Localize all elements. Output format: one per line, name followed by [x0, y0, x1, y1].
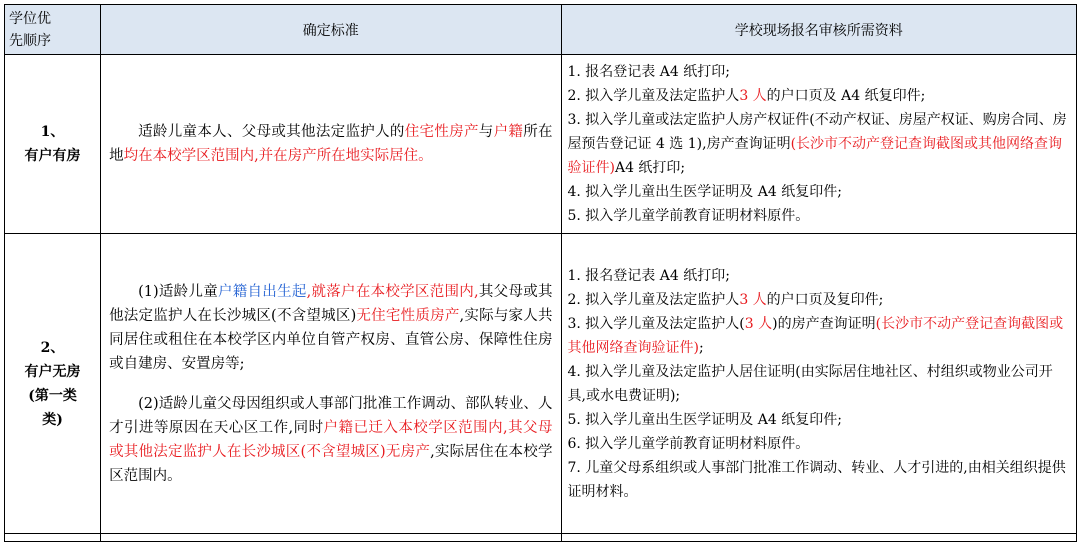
item-highlight: (长沙市不动产登记查询截图或其他网络查询验证件)	[567, 315, 1064, 356]
list-item	[568, 84, 1071, 108]
table-row	[5, 234, 1077, 534]
row2-criteria-text: ,实际与家人共同居住或租住在本校学区内单位自管产权房、直管公房、保障性住房或自建房、安置房等;	[109, 307, 553, 372]
list-item: 4. 拟入学儿童及法定监护人居住证明(由实际居住地社区、村组织或物业公司开具,或水电费证明);	[567, 363, 1053, 404]
empty-cell	[101, 534, 561, 542]
row1-number: 1、	[40, 124, 65, 140]
row1-criteria-highlight: 均在本校学区范围内,并在房产所在地实际居住。	[123, 148, 433, 164]
table-row	[5, 55, 1077, 234]
row1-category	[5, 55, 101, 234]
empty-cell	[561, 534, 1077, 542]
table-header-row	[5, 5, 1077, 55]
row2-category	[5, 234, 101, 534]
item-highlight: (长沙市不动产登记查询截图或其他网络查询验证件)	[567, 136, 1063, 176]
list-item: 1. 报名登记表 A4 纸打印;	[567, 64, 730, 80]
list-item	[568, 288, 1071, 312]
list-item: 1. 报名登记表 A4 纸打印;	[567, 267, 730, 284]
item-text: )的房产查询证明	[772, 315, 876, 332]
row1-materials	[561, 55, 1077, 234]
row1-category-label: 有户有房	[24, 148, 81, 164]
list-item	[568, 312, 1071, 360]
list-item: 5. 拟入学儿童出生医学证明及 A4 纸复印件;	[567, 411, 842, 428]
row2-category-label: (第一类	[28, 387, 77, 404]
row2-criteria-highlight: ,就落户在本校学区范围内,	[306, 283, 479, 300]
admission-table	[4, 4, 1077, 542]
header-rank-line1: 学位优	[9, 10, 51, 27]
item-text: A4 纸打印;	[614, 160, 686, 176]
row1-criteria-text: 适龄儿童本人、父母或其他法定监护人的	[138, 124, 405, 140]
row1-criteria-text: 所在地	[109, 124, 553, 164]
row1-criteria-text: 与	[478, 124, 494, 140]
item-text: 3. 拟入学儿童或法定监护人房产权证件(不动产权证、房屋产权证、购房合同、房屋预告登记证 4 选 1),房产查询证明	[567, 112, 1067, 152]
item-highlight: 3 人	[739, 88, 767, 104]
item-text: ;	[698, 339, 704, 356]
item-text: 2. 拟入学儿童及法定监护人	[567, 88, 740, 104]
header-rank-line2: 先顺序	[9, 32, 51, 49]
item-text: 2. 拟入学儿童及法定监护人	[567, 291, 740, 308]
header-criteria: 确定标准	[101, 5, 561, 55]
header-materials: 学校现场报名审核所需资料	[561, 5, 1077, 55]
list-item: 4. 拟入学儿童出生医学证明及 A4 纸复印件;	[567, 184, 842, 200]
row2-criteria-highlight: 户籍已迁入本校学区范围内,其父母或其他法定监护人在长沙城区(不含望城区)无房产	[109, 419, 553, 460]
item-text: 的户口页及复印件;	[766, 291, 884, 308]
row2-criteria-text: (1)适龄儿童	[138, 283, 218, 300]
item-text: 的户口页及 A4 纸复印件;	[766, 88, 926, 104]
list-item: 7. 儿童父母系组织或人事部门批准工作调动、转业、人才引进的,由相关组织提供证明材料。	[567, 459, 1066, 500]
row2-criteria-highlight: 无住宅性质房产	[356, 307, 460, 324]
table-row-partial	[5, 534, 1077, 542]
row2-criteria-text: (2)适龄儿童父母因组织或人事部门批准工作调动、部队转业、人才引进等原因在天心区工作,同时	[109, 395, 553, 436]
empty-cell	[5, 534, 101, 542]
row2-category-label: 有户无房	[24, 363, 81, 380]
row2-criteria-text: 其父母或其他法定监护人在长沙城区(不含望城区)	[109, 283, 553, 324]
list-item: 6. 拟入学儿童学前教育证明材料原件。	[567, 435, 810, 452]
row2-category-label: 类)	[42, 411, 63, 428]
row2-criteria	[101, 234, 561, 534]
row2-number: 2、	[40, 339, 65, 356]
list-item: 5. 拟入学儿童学前教育证明材料原件。	[567, 208, 810, 224]
header-rank	[5, 5, 101, 55]
item-text: 3. 拟入学儿童及法定监护人(	[567, 315, 745, 332]
row1-criteria-highlight: 住宅性房产	[404, 124, 479, 140]
row2-criteria-text: ,实际居住在本校学区范围内。	[109, 443, 553, 484]
row1-criteria-highlight: 户籍	[493, 124, 524, 140]
list-item	[568, 108, 1071, 180]
item-highlight: 3 人	[739, 291, 767, 308]
row2-materials	[561, 234, 1077, 534]
row2-criteria-blue: 户籍自出生起	[217, 283, 307, 300]
row1-criteria	[101, 55, 561, 234]
item-highlight: 3 人	[744, 315, 773, 332]
